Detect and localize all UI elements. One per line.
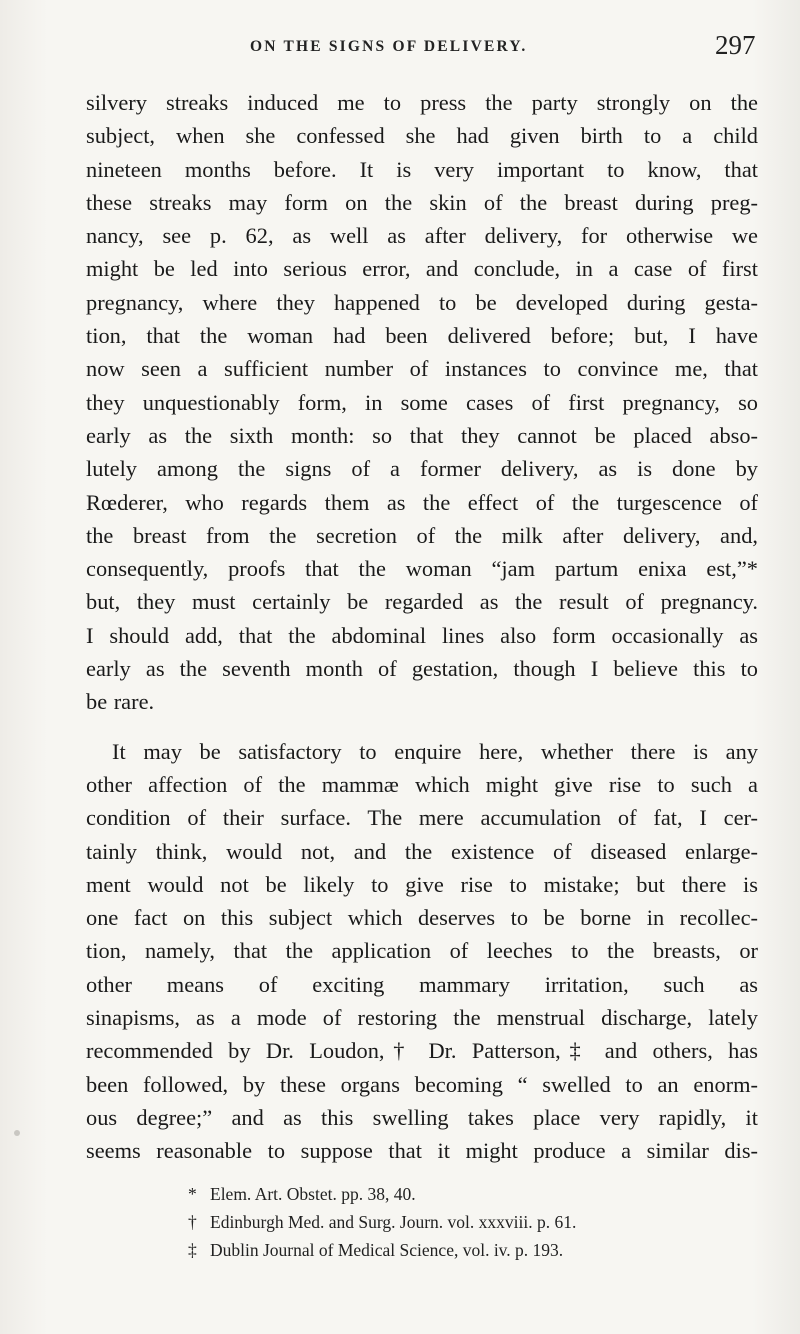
text-line: been followed, by these organs becoming “ swelled to an enorm- [86, 1071, 758, 1097]
footnote [188, 1208, 748, 1236]
text-line: It may be satisfactory to enquire here, whether there is any [112, 738, 758, 764]
paragraph-gap [86, 719, 758, 735]
text-line: ment would not be likely to give rise to mistake; but there is [86, 871, 758, 897]
footnotes [188, 1180, 748, 1264]
text-line: tainly think, would not, and the existence of diseased enlarge- [86, 838, 758, 864]
footnote [188, 1236, 748, 1264]
text-line: but, they must certainly be regarded as the result of pregnancy. [86, 589, 758, 615]
text-line: silvery streaks induced me to press the party strongly on the [86, 90, 758, 115]
text-line: Rœderer, who regards them as the effect of the turgescence of [86, 489, 758, 515]
text-line: condition of their surface. The mere accumulation of fat, I cer- [86, 805, 758, 831]
footnote-text: Edinburgh Med. and Surg. Journ. vol. xxxviii. p. 61. [210, 1212, 577, 1232]
text-line: tion, that the woman had been delivered before; but, I have [86, 323, 758, 349]
text-line: lutely among the signs of a former delivery, as is done by [86, 456, 758, 482]
footnote [188, 1180, 748, 1208]
body-text [86, 86, 758, 1168]
footnote-mark: ‡ [188, 1240, 197, 1260]
text-line: pregnancy, where they happened to be developed during gesta- [86, 289, 758, 315]
footnote-text: Elem. Art. Obstet. pp. 38, 40. [210, 1184, 416, 1204]
text-line: early as the seventh month of gestation, though I believe this to [86, 656, 758, 682]
text-line: ous degree;” and as this swelling takes place very rapidly, it [86, 1104, 758, 1130]
footnote-text: Dublin Journal of Medical Science, vol. iv. p. 193. [210, 1240, 564, 1260]
text-line: one fact on this subject which deserves to be borne in recollec- [86, 905, 758, 931]
running-title: ON THE SIGNS OF DELIVERY. [250, 38, 528, 55]
page-number: 297 [715, 30, 756, 60]
paper-speck [14, 1130, 20, 1136]
text-line: I should add, that the abdominal lines also form occasionally as [86, 622, 758, 648]
text-line: nineteen months before. It is very important to know, that [86, 156, 758, 182]
footnote-mark: † [188, 1212, 197, 1232]
text-line: other means of exciting mammary irritation, such as [86, 971, 758, 997]
text-line: seems reasonable to suppose that it might produce a similar dis- [86, 1138, 758, 1164]
footnote-mark: * [188, 1184, 197, 1204]
text-line: consequently, proofs that the woman “jam partum enixa est,”* [86, 556, 758, 582]
text-line: might be led into serious error, and conclude, in a case of first [86, 256, 758, 282]
text-line: other affection of the mammæ which might give rise to such a [86, 771, 758, 797]
text-line: early as the sixth month: so that they cannot be placed abso- [86, 422, 758, 448]
text-line: these streaks may form on the skin of the breast during preg- [86, 189, 758, 215]
text-line: they unquestionably form, in some cases of first pregnancy, so [86, 389, 758, 415]
text-line: nancy, see p. 62, as well as after delivery, for otherwise we [86, 223, 758, 249]
text-line: sinapisms, as a mode of restoring the menstrual discharge, lately [86, 1005, 758, 1031]
text-line: subject, when she confessed she had given birth to a child [86, 123, 758, 149]
text-line: now seen a sufficient number of instances to convince me, that [86, 356, 758, 382]
running-head [0, 30, 800, 64]
text-line: recommended by Dr. Loudon,† Dr. Patterson,‡ and others, has [86, 1038, 758, 1064]
text-line: the breast from the secretion of the milk after delivery, and, [86, 522, 758, 548]
text-line: be rare. [86, 689, 155, 715]
text-line: tion, namely, that the application of leeches to the breasts, or [86, 938, 758, 964]
